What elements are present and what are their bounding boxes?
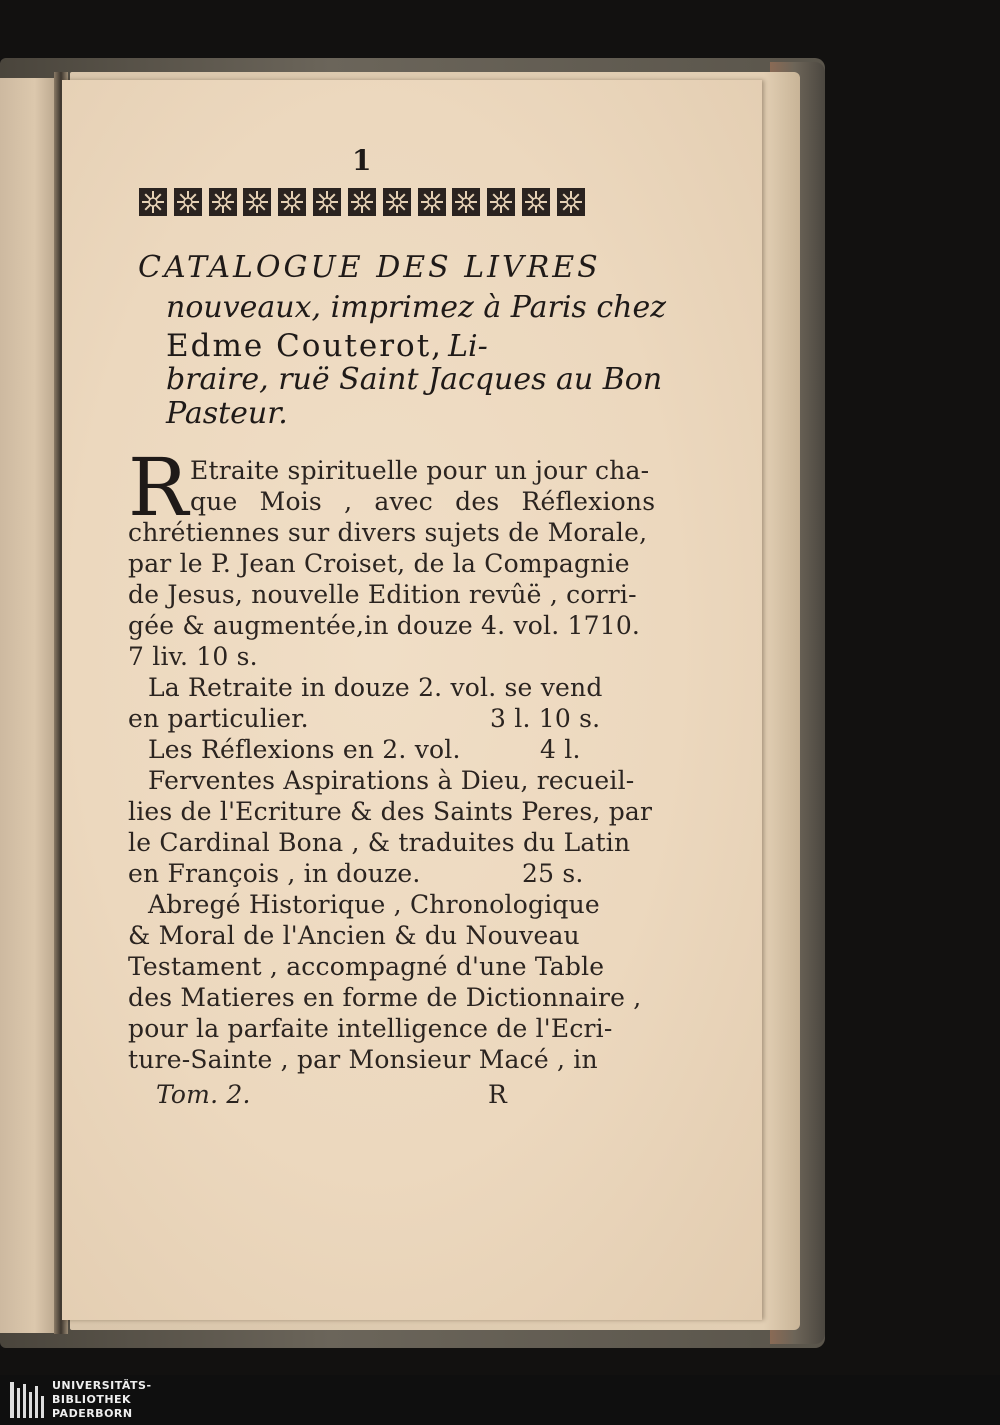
fleuron-icon — [277, 187, 307, 217]
ornament-band — [138, 184, 586, 220]
body-line-13: le Cardinal Bona , & traduites du Latin — [128, 828, 631, 857]
signature-mark: R — [488, 1080, 508, 1109]
fleuron-icon — [521, 187, 551, 217]
fleuron-icon — [451, 187, 481, 217]
fleuron-icon — [208, 187, 238, 217]
library-name-line-3: PADERBORN — [52, 1407, 133, 1420]
body-line-1: Etraite spirituelle pour un jour cha- — [190, 456, 650, 485]
fleuron-icon — [556, 187, 586, 217]
body-line-16: & Moral de l'Ancien & du Nouveau — [128, 921, 580, 950]
printer-name: Edme Couterot, — [166, 328, 444, 364]
title-line-3 — [166, 328, 488, 364]
body-line-12: lies de l'Ecriture & des Saints Peres, par — [128, 797, 653, 826]
body-line-15: Abregé Historique , Chronologique — [148, 890, 600, 919]
fleuron-icon — [173, 187, 203, 217]
price-retraite: 3 l. 10 s. — [490, 704, 601, 733]
body-line-8: La Retraite in douze 2. vol. se vend — [148, 673, 603, 702]
body-line-11: Ferventes Aspirations à Dieu, recueil- — [148, 766, 635, 795]
title-line-2: nouveaux, imprimez à Paris chez — [166, 290, 667, 325]
body-line-2: que Mois , avec des Réflexions — [190, 487, 656, 516]
library-name-line-2: BIBLIOTHEK — [52, 1393, 132, 1406]
title-line-3-italic: Li- — [448, 329, 488, 364]
body-line-5: de Jesus, nouvelle Edition revûë , corri- — [128, 580, 637, 609]
body-line-19: pour la parfaite intelligence de l'Ecri- — [128, 1014, 613, 1043]
library-logo-icon — [8, 1380, 48, 1420]
body-line-20: ture-Sainte , par Monsieur Macé , in — [128, 1045, 598, 1074]
library-name-line-1: UNIVERSITÄTS- — [52, 1379, 152, 1392]
body-line-3: chrétiennes sur divers sujets de Morale, — [128, 518, 648, 547]
body-line-4: par le P. Jean Croiset, de la Compagnie — [128, 549, 630, 578]
body-line-14: en François , in douze. — [128, 859, 421, 888]
body-line-10: Les Réflexions en 2. vol. — [148, 735, 461, 764]
body-line-6: gée & augmentée,in douze 4. vol. 1710. — [128, 611, 641, 640]
body-line-17: Testament , accompagné d'une Table — [128, 952, 605, 981]
price-reflexions: 4 l. — [540, 735, 581, 764]
title-line-5: Pasteur. — [166, 396, 288, 431]
price-aspirations: 25 s. — [522, 859, 584, 888]
fleuron-icon — [486, 187, 516, 217]
left-page-edge — [0, 78, 58, 1333]
fleuron-icon — [312, 187, 342, 217]
fleuron-icon — [382, 187, 412, 217]
title-line-4: braire, ruë Saint Jacques au Bon — [166, 362, 663, 397]
page-number: 1 — [352, 144, 372, 177]
body-line-7: 7 liv. 10 s. — [128, 642, 258, 671]
fleuron-icon — [347, 187, 377, 217]
fleuron-icon — [138, 187, 168, 217]
body-line-18: des Matieres en forme de Dictionnaire , — [128, 983, 642, 1012]
drop-cap: R — [128, 441, 189, 534]
catalogue-title: CATALOGUE DES LIVRES — [138, 250, 601, 285]
fleuron-icon — [242, 187, 272, 217]
fleuron-icon — [417, 187, 447, 217]
volume-footer: Tom. 2. — [156, 1080, 251, 1109]
body-line-9: en particulier. — [128, 704, 309, 733]
